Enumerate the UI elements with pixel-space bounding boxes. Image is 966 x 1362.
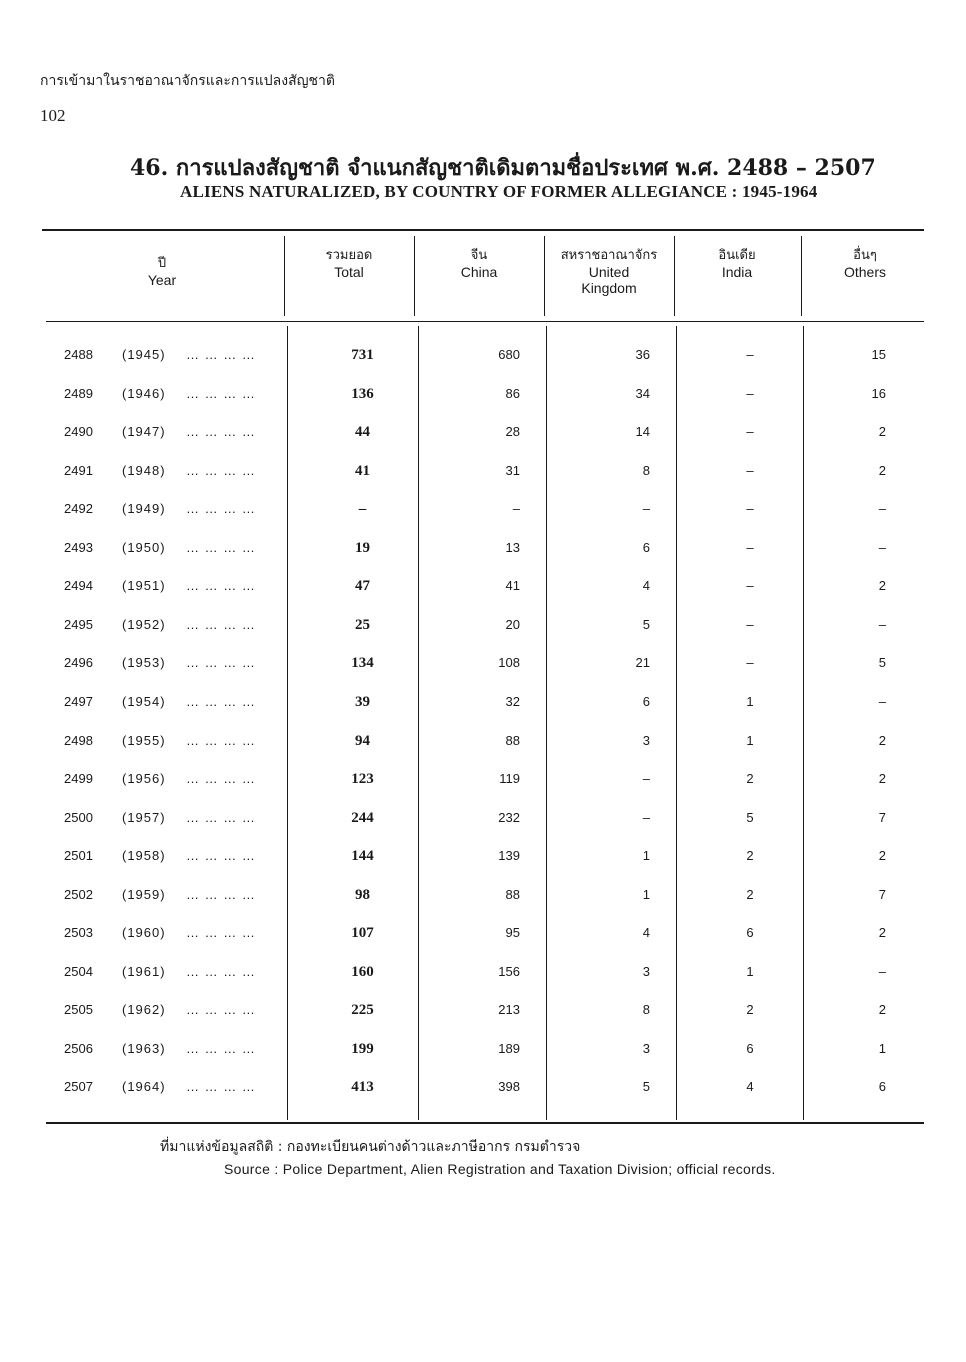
cell-total: 413	[351, 1079, 374, 1096]
header-year-th: ปี	[157, 256, 167, 271]
cell-china: 32	[505, 693, 520, 709]
header-china-en: China	[460, 264, 498, 280]
cell-year-be: 2501	[64, 848, 93, 864]
cell-total: 107	[351, 925, 374, 942]
cell-india: –	[746, 385, 754, 401]
cell-year-ce: (1955)	[122, 732, 166, 748]
cell-india: 1	[746, 732, 754, 748]
cell-china: 680	[498, 347, 520, 362]
header-total	[290, 248, 408, 280]
cell-china: 108	[498, 655, 520, 671]
table-row	[0, 645, 966, 683]
table-row	[0, 376, 966, 414]
cell-total: 19	[355, 539, 370, 556]
table-row	[0, 684, 966, 722]
cell-total: 199	[351, 1040, 374, 1057]
cell-uk: 14	[635, 424, 650, 440]
cell-uk: 8	[642, 462, 650, 478]
cell-leader-dots: … … … …	[186, 578, 256, 594]
cell-uk: –	[642, 809, 650, 825]
cell-others: 5	[878, 655, 886, 671]
cell-total: 41	[355, 462, 370, 479]
cell-others: –	[878, 501, 886, 517]
cell-total: 144	[351, 848, 374, 865]
cell-india: 4	[746, 1079, 754, 1095]
cell-year-be: 2503	[64, 925, 93, 941]
cell-china: 95	[505, 925, 520, 941]
cell-china: 139	[498, 848, 520, 864]
header-bottom-rule	[46, 321, 924, 322]
cell-total: 160	[351, 963, 374, 980]
table-row	[0, 761, 966, 799]
header-india-th: อินเดีย	[718, 248, 756, 263]
cell-india: –	[746, 501, 754, 517]
cell-year-be: 2494	[64, 578, 93, 594]
cell-others: –	[878, 616, 886, 632]
header-others-th: อื่นๆ	[853, 248, 877, 263]
cell-india: –	[746, 539, 754, 555]
cell-china: 28	[505, 424, 520, 440]
source-note-english: Source : Police Department, Alien Registration and Taxation Division; official records.	[224, 1161, 776, 1177]
cell-india: 2	[746, 886, 754, 902]
cell-china: 86	[505, 385, 520, 401]
cell-uk: 36	[635, 347, 650, 362]
cell-year-be: 2495	[64, 616, 93, 632]
cell-india: –	[746, 424, 754, 440]
cell-uk: 6	[642, 539, 650, 555]
table-row	[0, 800, 966, 838]
header-year	[100, 256, 224, 288]
cell-india: 2	[746, 848, 754, 864]
table-row	[0, 877, 966, 915]
cell-leader-dots: … … … …	[186, 462, 256, 478]
cell-uk: 4	[642, 925, 650, 941]
cell-china: 398	[498, 1079, 520, 1095]
cell-leader-dots: … … … …	[186, 501, 256, 517]
cell-others: 2	[878, 578, 886, 594]
cell-year-ce: (1950)	[122, 539, 166, 555]
running-head: การเข้ามาในราชอาณาจักรและการแปลงสัญชาติ	[40, 73, 336, 89]
cell-total: 44	[355, 424, 370, 441]
cell-india: –	[746, 578, 754, 594]
cell-year-ce: (1945)	[122, 347, 166, 362]
cell-total: 25	[355, 616, 370, 633]
cell-year-ce: (1960)	[122, 925, 166, 941]
cell-total: 136	[351, 385, 374, 402]
cell-others: 2	[878, 462, 886, 478]
cell-leader-dots: … … … …	[186, 886, 256, 902]
cell-others: 16	[871, 385, 886, 401]
table-row	[0, 1031, 966, 1069]
cell-uk: –	[642, 771, 650, 787]
cell-leader-dots: … … … …	[186, 385, 256, 401]
cell-total: –	[358, 501, 367, 518]
table-row	[0, 568, 966, 606]
header-total-en: Total	[334, 264, 364, 280]
cell-leader-dots: … … … …	[186, 1002, 256, 1018]
cell-year-be: 2489	[64, 385, 93, 401]
header-uk	[548, 248, 670, 296]
cell-india: –	[746, 655, 754, 671]
header-uk-en-line2: Kingdom	[581, 280, 637, 296]
cell-leader-dots: … … … …	[186, 424, 256, 440]
cell-uk: 21	[635, 655, 650, 671]
cell-leader-dots: … … … …	[186, 539, 256, 555]
cell-year-ce: (1951)	[122, 578, 166, 594]
cell-india: –	[746, 616, 754, 632]
table-row	[0, 915, 966, 953]
cell-others: 15	[871, 347, 886, 362]
cell-total: 123	[351, 771, 374, 788]
table-title-thai: 46. การแปลงสัญชาติ จำแนกสัญชาติเดิมตามชื่อประเทศ พ.ศ. 2488 – 2507	[130, 155, 876, 181]
header-china-th: จีน	[470, 248, 488, 263]
cell-total: 98	[355, 886, 370, 903]
cell-china: 88	[505, 732, 520, 748]
cell-year-ce: (1946)	[122, 385, 166, 401]
cell-india: 2	[746, 1002, 754, 1018]
cell-year-be: 2502	[64, 886, 93, 902]
cell-leader-dots: … … … …	[186, 616, 256, 632]
cell-year-be: 2490	[64, 424, 93, 440]
table-row	[0, 414, 966, 452]
cell-others: 2	[878, 1002, 886, 1018]
cell-india: 5	[746, 809, 754, 825]
cell-china: 13	[505, 539, 520, 555]
cell-others: 7	[878, 809, 886, 825]
cell-leader-dots: … … … …	[186, 1040, 256, 1056]
cell-year-ce: (1961)	[122, 963, 166, 979]
cell-year-ce: (1964)	[122, 1079, 166, 1095]
cell-year-ce: (1959)	[122, 886, 166, 902]
cell-year-ce: (1948)	[122, 462, 166, 478]
header-others-en: Others	[843, 264, 886, 280]
cell-china: 31	[505, 462, 520, 478]
cell-leader-dots: … … … …	[186, 732, 256, 748]
cell-others: –	[878, 963, 886, 979]
cell-india: –	[746, 347, 754, 362]
cell-year-ce: (1947)	[122, 424, 166, 440]
cell-others: 2	[878, 848, 886, 864]
cell-uk: 3	[642, 732, 650, 748]
cell-others: –	[878, 539, 886, 555]
cell-leader-dots: … … … …	[186, 1079, 256, 1095]
cell-year-be: 2496	[64, 655, 93, 671]
cell-total: 244	[351, 809, 374, 826]
table-top-rule	[42, 229, 924, 231]
table-row	[0, 337, 966, 375]
header-divider	[414, 236, 415, 316]
header-china	[420, 248, 538, 280]
header-divider	[284, 236, 285, 316]
cell-total: 47	[355, 578, 370, 595]
source-note-thai: ที่มาแห่งข้อมูลสถิติ : กองทะเบียนคนต่างด้าวและภาษีอากร กรมตำรวจ	[160, 1139, 581, 1155]
table-row	[0, 607, 966, 645]
cell-china: 119	[499, 771, 520, 787]
cell-year-ce: (1949)	[122, 501, 166, 517]
cell-leader-dots: … … … …	[186, 771, 256, 787]
cell-year-ce: (1952)	[122, 616, 166, 632]
cell-others: 2	[878, 732, 886, 748]
cell-china: 41	[505, 578, 520, 594]
cell-others: 2	[878, 925, 886, 941]
cell-year-be: 2497	[64, 693, 93, 709]
table-row	[0, 530, 966, 568]
cell-uk: 8	[642, 1002, 650, 1018]
cell-leader-dots: … … … …	[186, 347, 256, 362]
cell-year-ce: (1962)	[122, 1002, 166, 1018]
cell-year-ce: (1963)	[122, 1040, 166, 1056]
cell-total: 39	[355, 693, 370, 710]
cell-uk: 5	[642, 1079, 650, 1095]
cell-others: 2	[878, 771, 886, 787]
cell-uk: 5	[642, 616, 650, 632]
header-india	[678, 248, 796, 280]
table-row	[0, 954, 966, 992]
table-row	[0, 491, 966, 529]
cell-others: –	[878, 693, 886, 709]
cell-uk: 1	[642, 886, 650, 902]
cell-others: 2	[878, 424, 886, 440]
cell-others: 7	[878, 886, 886, 902]
header-divider	[674, 236, 675, 316]
cell-year-be: 2499	[64, 771, 93, 787]
cell-year-ce: (1954)	[122, 693, 166, 709]
cell-leader-dots: … … … …	[186, 693, 256, 709]
cell-year-be: 2491	[64, 462, 93, 478]
cell-others: 1	[878, 1040, 886, 1056]
cell-year-ce: (1958)	[122, 848, 166, 864]
cell-uk: 6	[642, 693, 650, 709]
cell-year-ce: (1956)	[122, 771, 166, 787]
cell-uk: 4	[642, 578, 650, 594]
table-row	[0, 723, 966, 761]
cell-year-be: 2506	[64, 1040, 93, 1056]
cell-year-be: 2500	[64, 809, 93, 825]
cell-leader-dots: … … … …	[186, 655, 256, 671]
table-title-english: ALIENS NATURALIZED, BY COUNTRY OF FORMER ALLEGIANCE : 1945-1964	[180, 182, 818, 201]
cell-china: 88	[505, 886, 520, 902]
cell-leader-dots: … … … …	[186, 925, 256, 941]
cell-uk: 1	[642, 848, 650, 864]
cell-india: –	[746, 462, 754, 478]
header-total-th: รวมยอด	[325, 248, 373, 263]
header-india-en: India	[721, 264, 753, 280]
cell-uk: 3	[642, 1040, 650, 1056]
cell-leader-dots: … … … …	[186, 809, 256, 825]
header-year-en: Year	[147, 272, 177, 288]
cell-year-be: 2492	[64, 501, 93, 517]
cell-india: 2	[746, 771, 754, 787]
cell-total: 731	[351, 347, 374, 363]
cell-year-be: 2505	[64, 1002, 93, 1018]
cell-india: 1	[746, 693, 754, 709]
cell-uk: –	[642, 501, 650, 517]
cell-china: 20	[505, 616, 520, 632]
cell-total: 225	[351, 1002, 374, 1019]
cell-others: 6	[878, 1079, 886, 1095]
header-divider	[544, 236, 545, 316]
cell-india: 6	[746, 925, 754, 941]
table-row	[0, 1069, 966, 1107]
cell-india: 1	[746, 963, 754, 979]
cell-year-ce: (1953)	[122, 655, 166, 671]
cell-uk: 3	[642, 963, 650, 979]
cell-year-be: 2488	[64, 347, 93, 362]
cell-total: 134	[351, 655, 374, 672]
cell-leader-dots: … … … …	[186, 963, 256, 979]
header-uk-th: สหราชอาณาจักร	[560, 248, 658, 263]
cell-total: 94	[355, 732, 370, 749]
header-uk-en-line1: United	[588, 264, 630, 280]
cell-leader-dots: … … … …	[186, 848, 256, 864]
cell-china: 232	[498, 809, 520, 825]
cell-india: 6	[746, 1040, 754, 1056]
cell-china: 189	[498, 1040, 520, 1056]
cell-year-be: 2507	[64, 1079, 93, 1095]
cell-china: –	[512, 501, 520, 517]
cell-year-be: 2493	[64, 539, 93, 555]
cell-china: 156	[498, 963, 520, 979]
header-others	[806, 248, 924, 280]
cell-china: 213	[498, 1002, 520, 1018]
header-divider	[801, 236, 802, 316]
cell-year-be: 2504	[64, 963, 93, 979]
table-bottom-rule	[46, 1122, 924, 1124]
cell-year-ce: (1957)	[122, 809, 166, 825]
table-row	[0, 992, 966, 1030]
cell-uk: 34	[635, 385, 650, 401]
table-row	[0, 838, 966, 876]
table-row	[0, 453, 966, 491]
page-number: 102	[40, 106, 66, 125]
cell-year-be: 2498	[64, 732, 93, 748]
